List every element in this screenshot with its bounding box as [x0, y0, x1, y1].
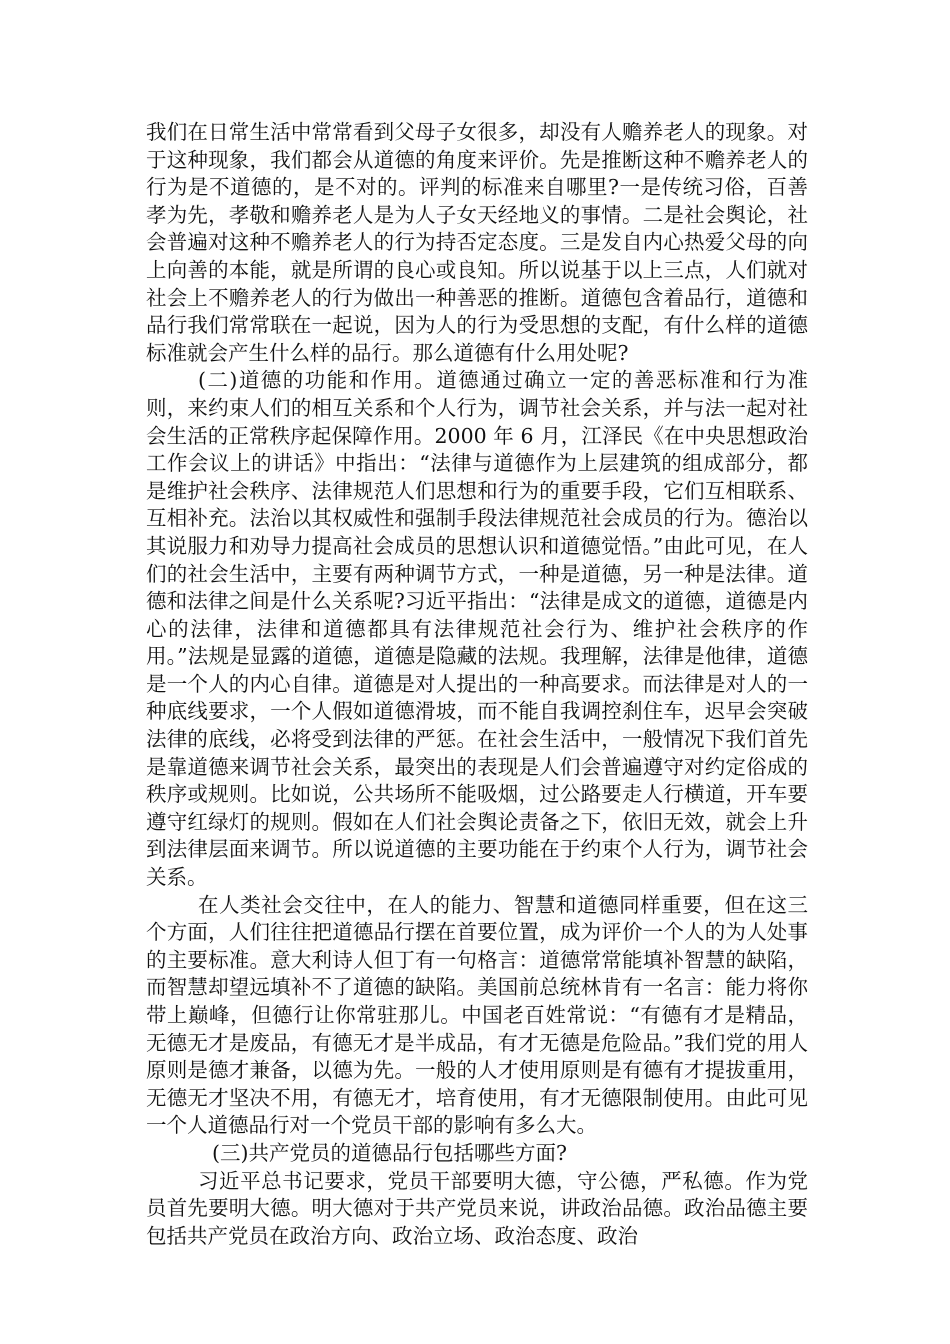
- paragraph-filial-piety: 我们在日常生活中常常看到父母子女很多，却没有人赡养老人的现象。对于这种现象，我们都会从道德的角度来评价。先是推断这种不赡养老人的行为是不道德的，是不对的。评判的标准来自哪里?一是传统习俗，百善孝为先，孝敬和赡养老人是为人子女天经地义的事情。二是社会舆论，社会普遍对这种不赡养老人的行为持否定态度。三是发自内心热爱父母的向上向善的本能，就是所谓的良心或良知。所以说基于以上三点，人们就对社会上不赡养老人的行为做出一种善恶的推断。道德包含着品行，道德和品行我们常常联在一起说，因为人的行为受思想的支配，有什么样的道德标准就会产生什么样的品行。那么道德有什么用处呢?: [146, 120, 808, 365]
- paragraph-great-virtue: 习近平总书记要求，党员干部要明大德，守公德，严私德。作为党员首先要明大德。明大德对于共产党员来说，讲政治品德。政治品德主要包括共产党员在政治方向、政治立场、政治态度、政治: [146, 1168, 808, 1248]
- paragraph-morality-importance: 在人类社会交往中，在人的能力、智慧和道德同样重要，但在这三个方面，人们往往把道德品行摆在首要位置，成为评价一个人的为人处事的主要标准。意大利诗人但丁有一句格言：道德常常能填补智慧的缺陷，而智慧却望远填补不了道德的缺陷。美国前总统林肯有一名言：能力将你带上巅峰，但德行让你常驻那儿。中国老百姓常说：“有德有才是精品，无德无才是废品，有德无才是半成品，有才无德是危险品。”我们党的用人原则是德才兼备，以德为先。一般的人才使用原则是有德有才提拔重用，无德无才坚决不用，有德无才，培育使用，有才无德限制使用。由此可见一个人道德品行对一个党员干部的影响有多么大。: [146, 892, 808, 1138]
- paragraph-morality-function: (二)道德的功能和作用。道德通过确立一定的善恶标准和行为准则，来约束人们的相互关系和个人行为，调节社会关系，并与法一起对社会生活的正常秩序起保障作用。2000 年 6 月，江泽民《在中央思想政治工作会议上的讲话》中指出：“法律与道德作为上层建筑的组成部分，都是维护社会秩序、法律规范人们思想和行为的重要手段，它们互相联系、互相补充。法治以其权威性和强制手段法律规范社会成员的行为。德治以其说服力和劝导力提高社会成员的思想认识和道德觉悟。”由此可见，在人们的社会生活中，主要有两种调节方式，一种是道德，另一种是法律。道德和法律之间是什么关系呢?习近平指出：“法律是成文的道德，道德是内心的法律，法律和道德都具有法律规范社会行为、维护社会秩序的作用。”法规是显露的道德，道德是隐藏的法规。我理解，法律是他律，道德是一个人的内心自律。道德是对人提出的一种高要求。而法律是对人的一种底线要求，一个人假如道德滑坡，而不能自我调控刹住车，迟早会突破法律的底线，必将受到法律的严惩。在社会生活中，一般情况下我们首先是靠道德来调节社会关系，最突出的表现是人们会普遍遵守对约定俗成的秩序或规则。比如说，公共场所不能吸烟，过公路要走人行横道，开车要遵守红绿灯的规则。假如在人们社会舆论责备之下，依旧无效，就会上升到法律层面来调节。所以说道德的主要功能在于约束个人行为，调节社会关系。: [146, 368, 808, 890]
- section-heading-party-member-morality: (三)共产党员的道德品行包括哪些方面?: [212, 1140, 567, 1165]
- document-body: [146, 119, 808, 1250]
